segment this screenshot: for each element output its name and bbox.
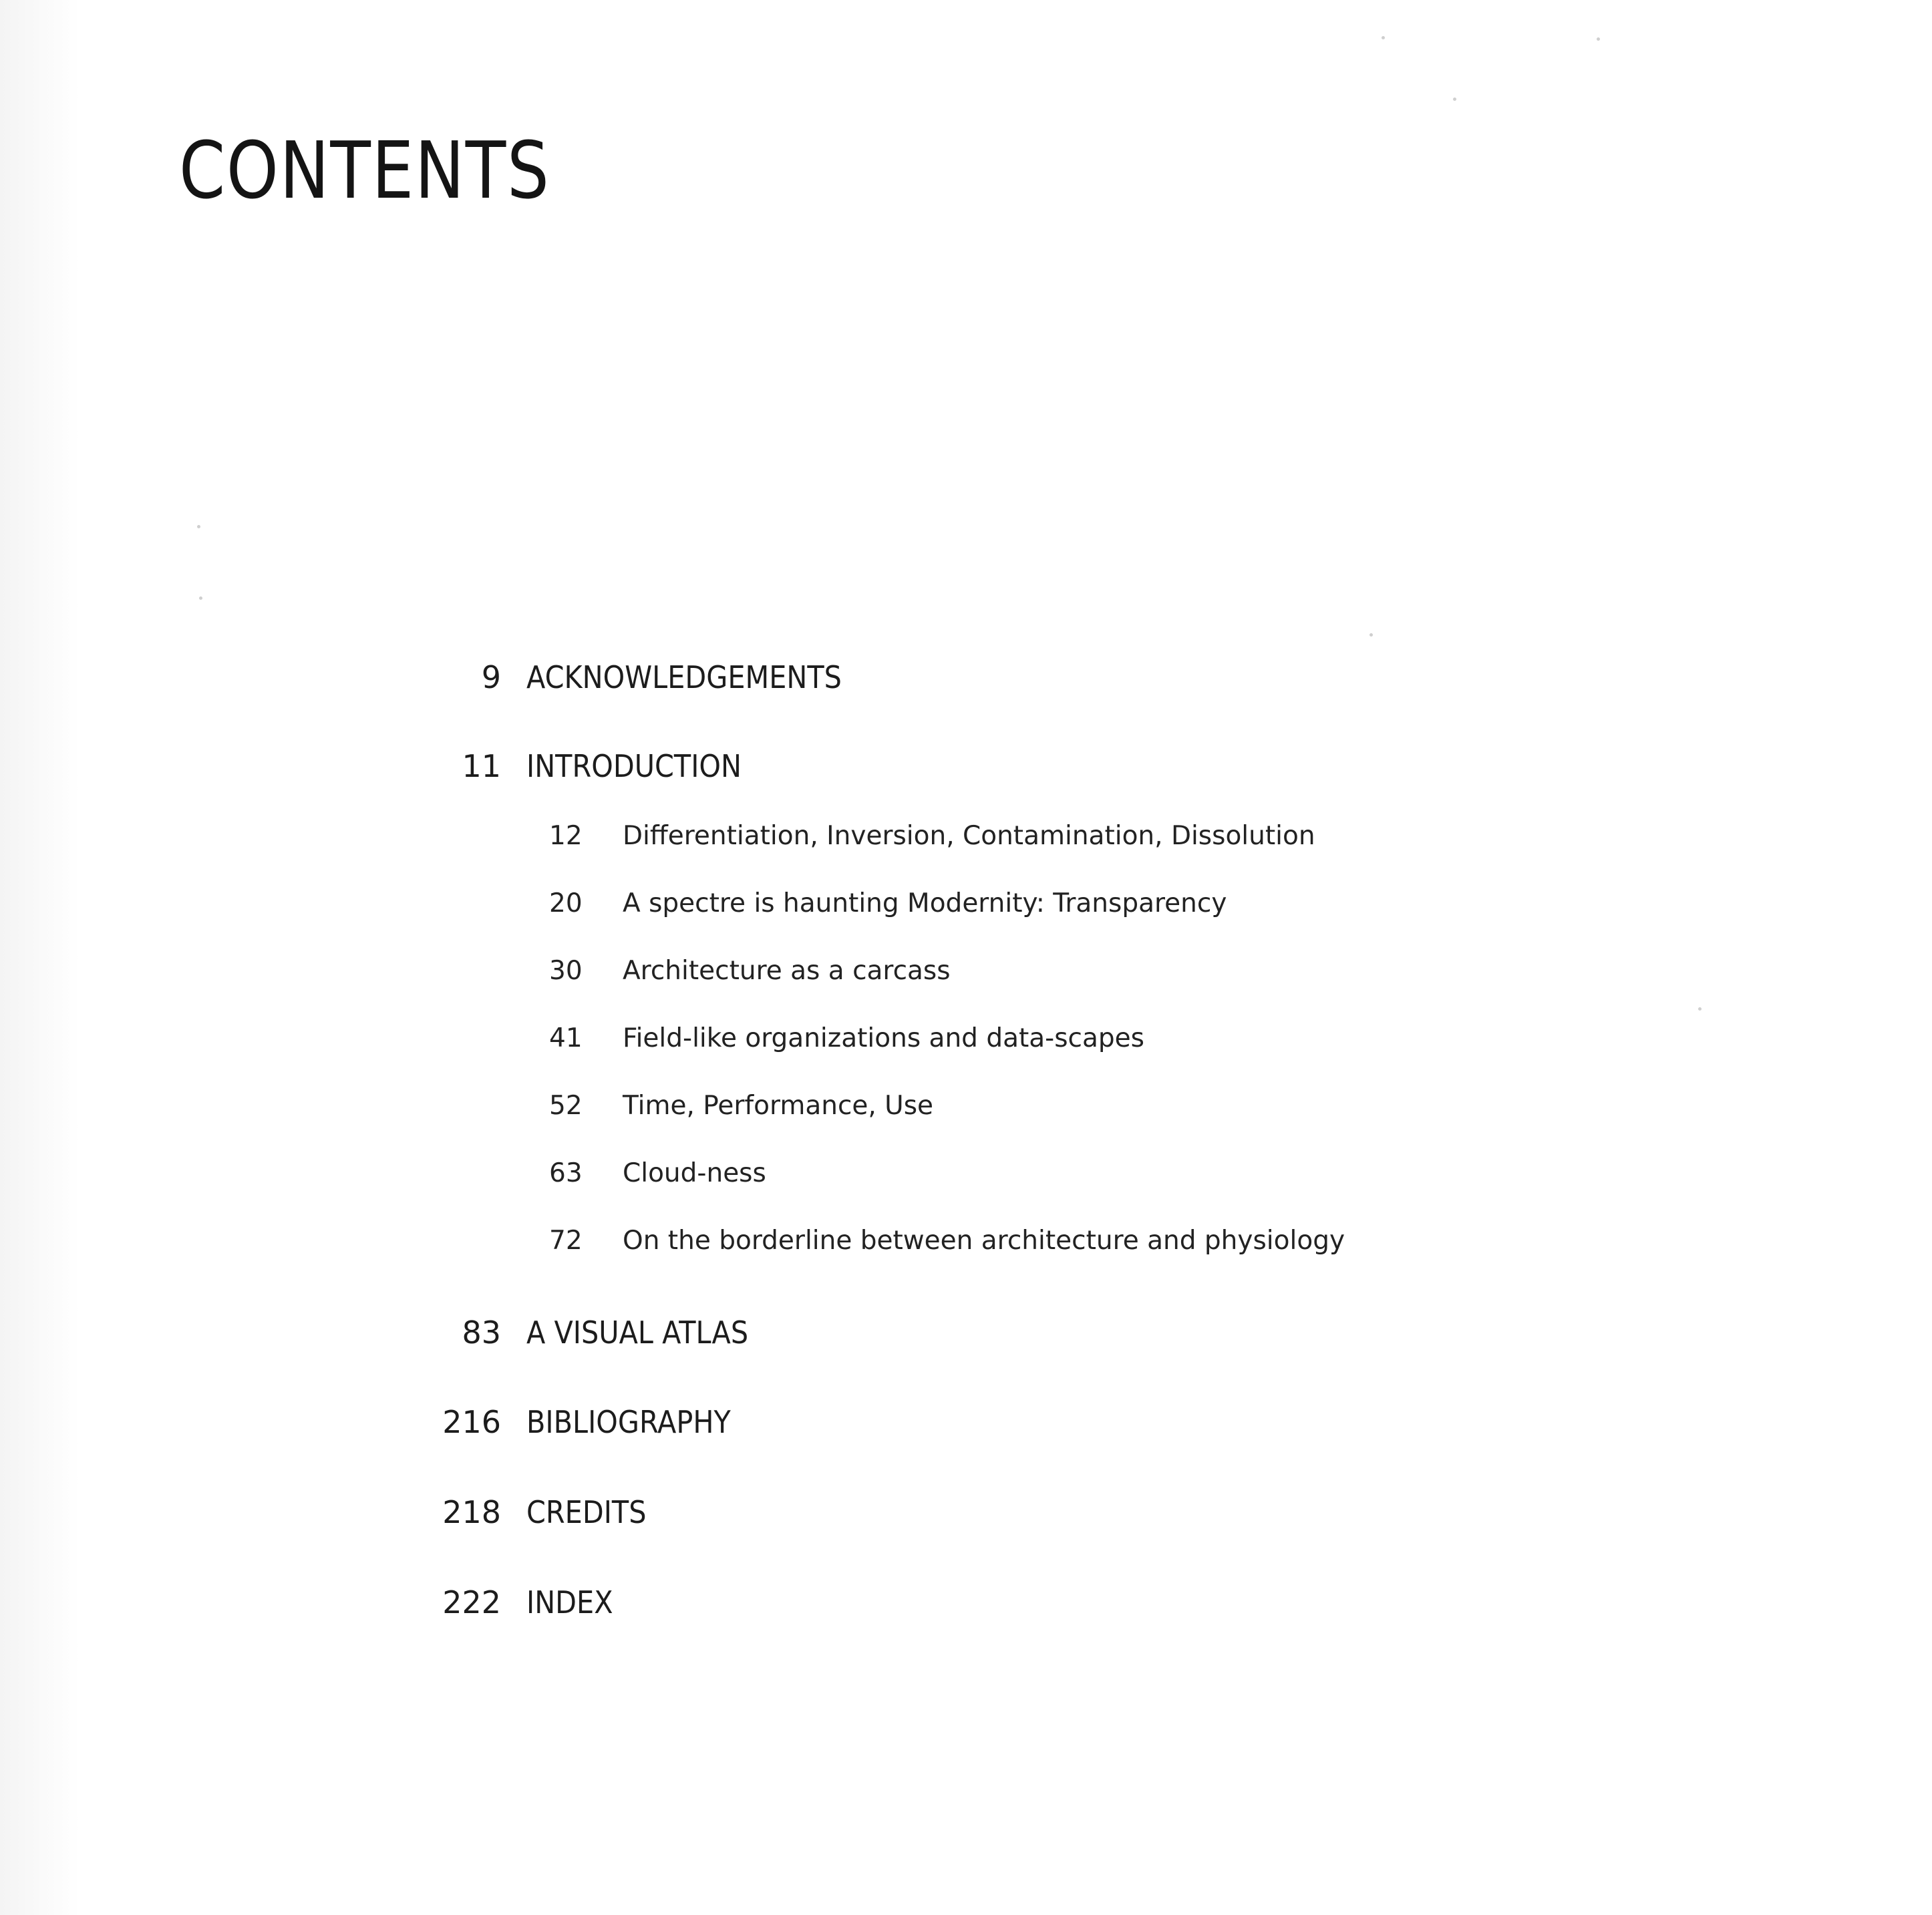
toc-subentry (549, 820, 1418, 873)
toc-page-number: 72 (549, 1226, 583, 1256)
toc-page-number: 83 (462, 1315, 501, 1351)
toc-subentry (549, 1089, 1418, 1143)
toc-entry-visual-atlas (434, 1314, 1035, 1367)
toc-page-number: 41 (549, 1023, 583, 1053)
toc-entry-label: Differentiation, Inversion, Contamination, Dissolution (623, 821, 1315, 851)
scan-speck (1597, 37, 1600, 41)
page-title: CONTENTS (179, 124, 550, 216)
scan-speck (1698, 1007, 1702, 1011)
toc-entry-introduction (434, 747, 1035, 801)
toc-page-number: 20 (549, 888, 583, 918)
toc-entry-label: ACKNOWLEDGEMENTS (526, 659, 842, 695)
page-edge-shadow (0, 0, 80, 1915)
toc-page-number: 30 (549, 956, 583, 986)
toc-entry-label: On the borderline between architecture and physiology (623, 1226, 1345, 1256)
scan-speck (197, 525, 200, 528)
toc-entry-label: Architecture as a carcass (623, 956, 951, 986)
toc-subentry (549, 1157, 1418, 1210)
toc-entry-label: CREDITS (526, 1494, 647, 1530)
toc-entry-acknowledgements (434, 659, 1035, 712)
toc-page-number: 9 (481, 659, 501, 695)
toc-page-number: 222 (442, 1584, 501, 1620)
toc-subentry (549, 1224, 1418, 1278)
toc-page-number: 63 (549, 1158, 583, 1188)
toc-entry-bibliography (434, 1403, 1035, 1457)
toc-entry-label: Cloud-ness (623, 1158, 766, 1188)
toc-subentry (549, 1022, 1418, 1075)
scan-speck (1370, 633, 1373, 637)
toc-entry-label: INTRODUCTION (526, 748, 742, 784)
toc-page-number: 12 (549, 821, 583, 851)
toc-entry-index (434, 1584, 1035, 1637)
toc-page-number: 218 (442, 1494, 501, 1530)
toc-entry-label: A VISUAL ATLAS (526, 1315, 749, 1351)
scan-speck (1382, 36, 1385, 39)
toc-entry-label: INDEX (526, 1584, 613, 1620)
toc-page-number: 11 (462, 748, 501, 784)
toc-page-number: 52 (549, 1091, 583, 1121)
scan-speck (1453, 98, 1456, 101)
scan-speck (199, 596, 202, 600)
toc-subentry (549, 887, 1418, 940)
toc-subentry (549, 954, 1418, 1008)
toc-entry-label: BIBLIOGRAPHY (526, 1404, 731, 1440)
toc-page-number: 216 (442, 1404, 501, 1440)
toc-entry-label: Field-like organizations and data-scapes (623, 1023, 1144, 1053)
toc-entry-credits (434, 1494, 1035, 1547)
toc-entry-label: Time, Performance, Use (623, 1091, 934, 1121)
toc-entry-label: A spectre is haunting Modernity: Transparency (623, 888, 1227, 918)
